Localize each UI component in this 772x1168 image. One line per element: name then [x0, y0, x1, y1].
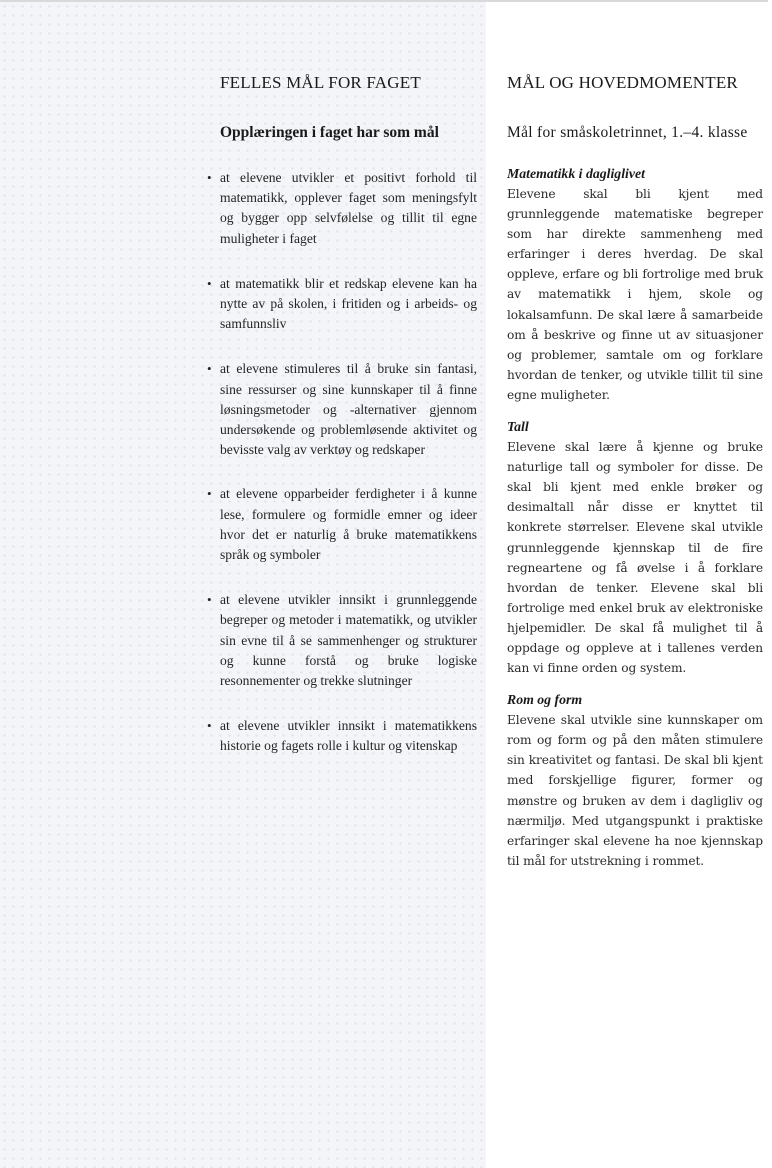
- goal-item: [205, 168, 477, 249]
- goal-item: [205, 484, 477, 565]
- section-tall: [507, 417, 763, 678]
- right-heading: MÅL OG HOVEDMOMENTER: [507, 73, 738, 92]
- left-column: [205, 68, 477, 782]
- goal-text: at elevene opparbeider ferdigheter i å kunne lese, formulere og formidle emner og ideer hvor det er naturlig å bruke matematikkens språk og symboler: [220, 486, 477, 563]
- bullet-icon: •: [207, 486, 212, 502]
- bullet-icon: •: [207, 361, 212, 377]
- bullet-icon: •: [207, 592, 212, 608]
- right-edge: [768, 0, 772, 1168]
- left-subheading: Opplæringen i faget har som mål: [220, 124, 439, 141]
- section-body: Elevene skal utvikle sine kunnskaper om rom og form og på den måten stimulere sin kreativitet og fantasi. De skal bli kjent med forskjellige figurer, former og mønstre og bruken av dem i dagligliv og nærmiljø. Med utgangspunkt i praktiske erfaringer skal elevene ha noe kjennskap til mål for utstrekning i rommet.: [507, 713, 763, 868]
- right-column: [507, 68, 763, 871]
- goal-text: at elevene utvikler innsikt i matematikkens historie og fagets rolle i kultur og vitenskap: [220, 718, 477, 754]
- bullet-icon: •: [207, 170, 212, 185]
- goals-list: [205, 168, 477, 757]
- section-title: Matematikk i dagliglivet: [507, 166, 645, 181]
- sections: [507, 164, 763, 871]
- section-title: Tall: [507, 419, 529, 435]
- bullet-icon: •: [207, 275, 212, 291]
- section-title: Rom og form: [507, 692, 583, 708]
- bullet-icon: •: [207, 718, 212, 734]
- goal-text: at matematikk blir et redskap elevene kan ha nytte av på skolen, i fritiden og i arbeids- og samfunnsliv: [220, 275, 477, 332]
- goal-item: [205, 716, 477, 756]
- goal-item: [205, 590, 477, 691]
- section-rom-og-form: [507, 690, 763, 871]
- goal-text: at elevene utvikler et positivt forhold til matematikk, opplever faget som meningsfylt og bygger opp selvfølelse og tillit til egne muligheter i faget: [220, 170, 477, 246]
- right-subheading: Mål for småskoletrinnet, 1.–4. klasse: [507, 124, 748, 141]
- section-matematikk-i-dagliglivet: [507, 164, 763, 405]
- goal-item: [205, 359, 477, 460]
- goal-text: at elevene utvikler innsikt i grunnleggende begreper og metoder i matematikk, og utvikler sin evne til å se sammenhenger og strukturer og kunne forstå og bruke logiske resonnementer og trekke slutninger: [220, 592, 477, 689]
- section-body: Elevene skal bli kjent med grunnleggende matematiske begreper som har direkte sammenheng med erfaringer i deres hverdag. De skal oppleve, erfare og bli fortrolige med bruk av matematikk i hjem, skole og lokalsamfunn. De skal lære å samarbeide om å beskrive og finne ut av situasjoner og problemer, samtale om og forklare hvordan de tenker, og utvikle tillit til sine egne muligheter.: [507, 187, 763, 402]
- goal-item: [205, 274, 477, 335]
- left-heading: FELLES MÅL FOR FAGET: [220, 73, 421, 92]
- section-body: Elevene skal lære å kjenne og bruke naturlige tall og symboler for disse. De skal bli kjent med enkle brøker og desimaltall når disse er knyttet til konkrete størrelser. Elevene skal utvikle grunnleggende kjennskap til de fire regneartene og få øvelse i å forklare hvordan de tenker. Elevene skal bli fortrolige med enkel bruk av elektroniske hjelpemidler. De skal få mulighet til å oppdage og oppleve at i tallenes verden kan vi finne orden og system.: [507, 440, 763, 676]
- goal-text: at elevene stimuleres til å bruke sin fantasi, sine ressurser og sine kunnskaper til å finne løsningsmetoder og -alternativer gjennom undersøkende og problemløsende aktivitet og bevisste valg av verktøy og redskaper: [220, 361, 477, 458]
